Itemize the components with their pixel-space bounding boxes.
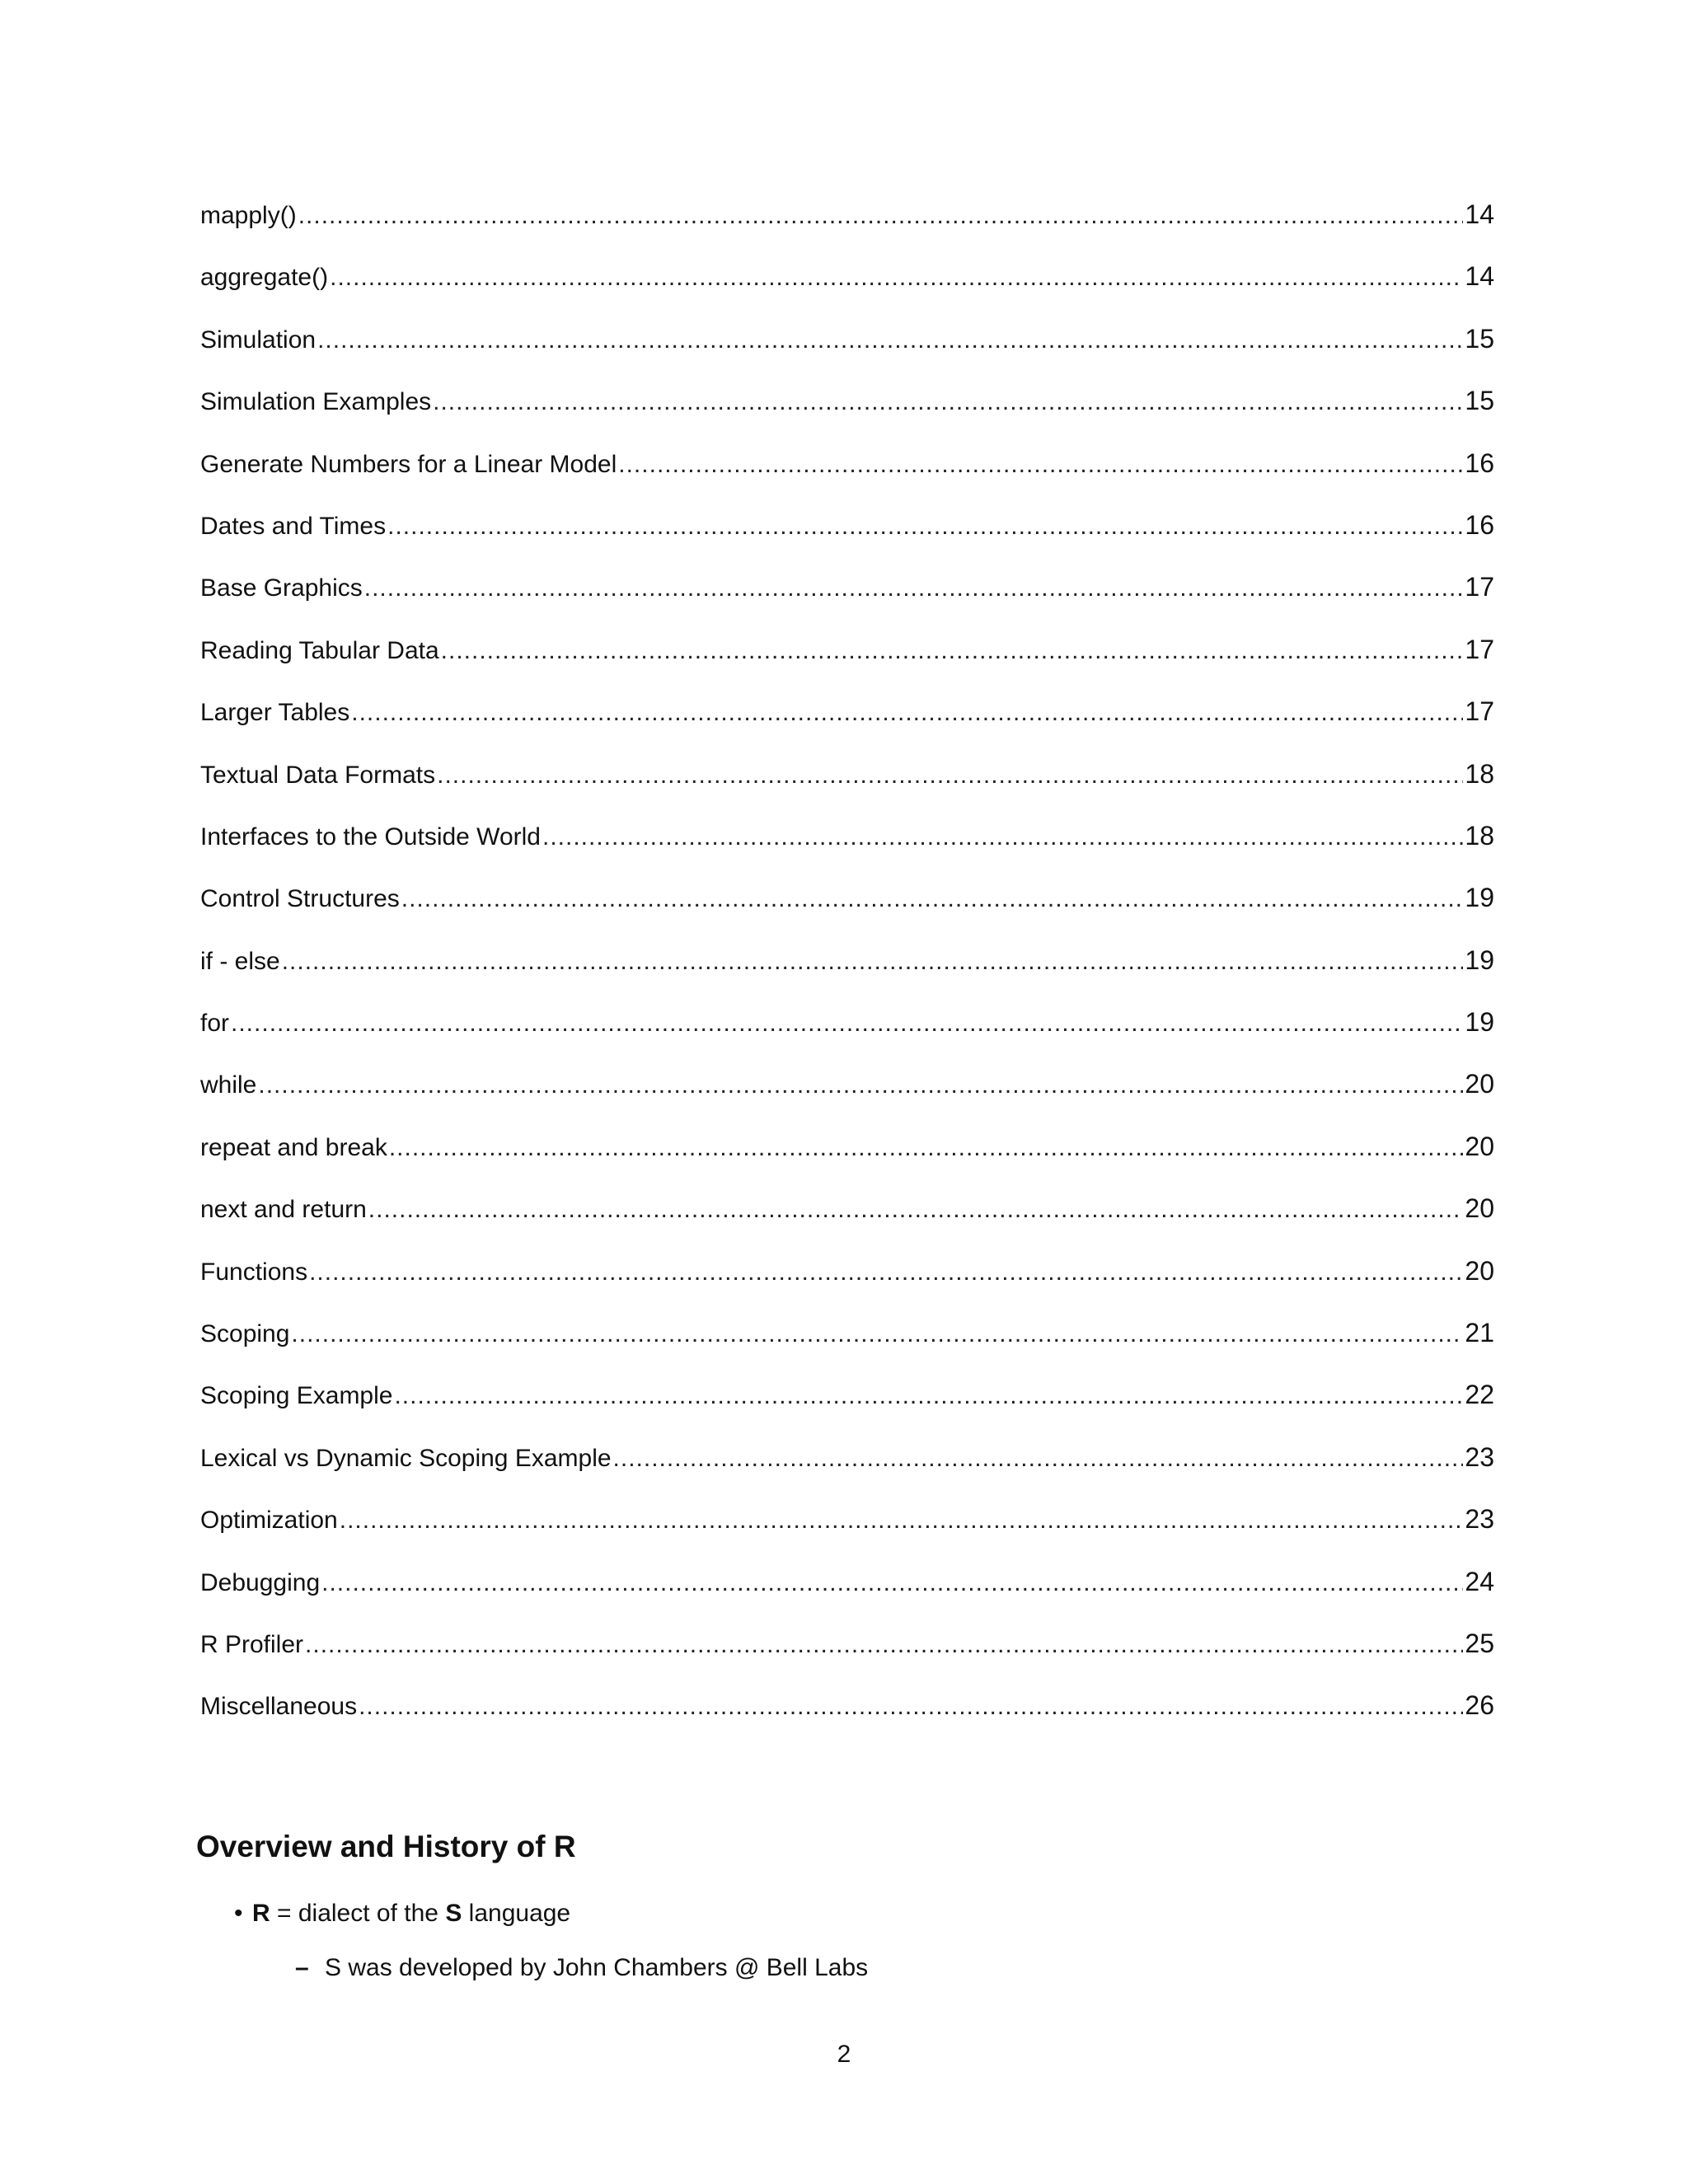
toc-entry[interactable]: [200, 1627, 1494, 1689]
toc-entry-title: for: [200, 1010, 230, 1038]
toc-entry[interactable]: [200, 1502, 1494, 1564]
toc-entry-title: Generate Numbers for a Linear Model: [200, 450, 617, 478]
table-of-contents: [200, 198, 1494, 1751]
toc-entry-page-number: 16: [1465, 509, 1494, 540]
toc-entry-title: Debugging: [200, 1568, 321, 1596]
toc-entry-title: Larger Tables: [200, 699, 350, 727]
toc-entry-page-number: 15: [1465, 323, 1494, 354]
toc-dot-leader: [394, 1380, 1463, 1413]
toc-entry[interactable]: [200, 322, 1494, 384]
toc-entry-page-number: 20: [1465, 1193, 1494, 1224]
toc-entry[interactable]: [200, 1689, 1494, 1750]
toc-entry[interactable]: [200, 1378, 1494, 1440]
toc-dot-leader: [389, 1132, 1464, 1165]
toc-dot-leader: [231, 1007, 1463, 1040]
toc-entry-title: Dates and Times: [200, 512, 387, 540]
toc-entry-page-number: 20: [1465, 1069, 1494, 1099]
toc-entry-title: Simulation: [200, 326, 316, 354]
toc-dot-leader: [291, 1318, 1463, 1351]
toc-entry[interactable]: [200, 633, 1494, 695]
toc-entry-title: mapply(): [200, 202, 297, 229]
dash-mark: –: [295, 1954, 309, 1981]
bullet-item: [234, 1897, 570, 1930]
sub-bullet-text: S was developed by John Chambers @ Bell Labs: [325, 1954, 869, 1981]
toc-dot-leader: [613, 1442, 1464, 1475]
toc-dot-leader: [282, 945, 1464, 978]
toc-entry-page-number: 20: [1465, 1131, 1494, 1161]
page-number: 2: [837, 2041, 851, 2068]
toc-entry-title: Functions: [200, 1258, 308, 1286]
toc-entry-title: Miscellaneous: [200, 1693, 358, 1721]
toc-entry[interactable]: [200, 447, 1494, 509]
bullet-text-middle: = dialect of the: [270, 1900, 446, 1927]
toc-entry-page-number: 22: [1465, 1380, 1494, 1410]
toc-entry-title: Control Structures: [200, 885, 400, 913]
toc-entry[interactable]: [200, 695, 1494, 757]
toc-dot-leader: [317, 324, 1463, 357]
toc-entry-page-number: 26: [1465, 1690, 1494, 1721]
toc-entry[interactable]: [200, 1130, 1494, 1192]
toc-entry[interactable]: [200, 1192, 1494, 1254]
toc-entry-title: repeat and break: [200, 1133, 387, 1161]
toc-entry-title: R Profiler: [200, 1630, 304, 1658]
toc-entry-title: if - else: [200, 947, 280, 975]
toc-entry-title: Base Graphics: [200, 574, 363, 602]
toc-entry[interactable]: [200, 260, 1494, 321]
toc-entry-title: aggregate(): [200, 264, 329, 292]
toc-entry-page-number: 19: [1465, 944, 1494, 975]
toc-entry[interactable]: [200, 881, 1494, 943]
toc-dot-leader: [359, 1690, 1463, 1723]
toc-dot-leader: [364, 572, 1464, 605]
toc-dot-leader: [351, 696, 1463, 729]
toc-entry-title: Optimization: [200, 1507, 338, 1535]
bullet-text-end: language: [462, 1900, 571, 1927]
toc-entry[interactable]: [200, 1254, 1494, 1316]
toc-entry[interactable]: [200, 1441, 1494, 1502]
toc-dot-leader: [437, 759, 1463, 792]
sub-bullet-item: [295, 1952, 868, 1985]
toc-entry[interactable]: [200, 944, 1494, 1005]
toc-entry-page-number: 19: [1465, 1007, 1494, 1038]
toc-dot-leader: [298, 199, 1464, 232]
toc-entry-page-number: 18: [1465, 758, 1494, 789]
toc-entry-page-number: 23: [1465, 1441, 1494, 1472]
toc-entry[interactable]: [200, 1067, 1494, 1129]
toc-dot-leader: [330, 261, 1463, 294]
toc-entry-title: Scoping: [200, 1320, 290, 1348]
toc-entry-page-number: 24: [1465, 1566, 1494, 1596]
toc-entry[interactable]: [200, 509, 1494, 570]
toc-entry[interactable]: [200, 1565, 1494, 1627]
toc-dot-leader: [441, 635, 1464, 668]
toc-entry-page-number: 14: [1465, 199, 1494, 229]
bullet-mark: •: [234, 1900, 243, 1927]
toc-entry[interactable]: [200, 1316, 1494, 1378]
toc-entry-page-number: 17: [1465, 696, 1494, 727]
toc-entry[interactable]: [200, 1005, 1494, 1067]
toc-dot-leader: [433, 386, 1463, 419]
toc-dot-leader: [387, 510, 1463, 543]
toc-entry-page-number: 18: [1465, 820, 1494, 851]
toc-dot-leader: [340, 1504, 1464, 1537]
toc-entry-page-number: 15: [1465, 386, 1494, 416]
toc-entry-title: while: [200, 1071, 257, 1099]
toc-dot-leader: [542, 821, 1463, 854]
toc-entry-page-number: 25: [1465, 1628, 1494, 1658]
toc-dot-leader: [368, 1193, 1464, 1226]
toc-entry[interactable]: [200, 198, 1494, 260]
toc-entry-title: next and return: [200, 1196, 367, 1224]
toc-entry-page-number: 14: [1465, 261, 1494, 292]
bold-term-s: S: [445, 1900, 462, 1927]
toc-entry-page-number: 20: [1465, 1255, 1494, 1286]
toc-entry-page-number: 16: [1465, 448, 1494, 478]
section-heading: Overview and History of R: [196, 1830, 576, 1863]
toc-entry-title: Simulation Examples: [200, 388, 432, 416]
toc-entry-page-number: 17: [1465, 634, 1494, 664]
toc-dot-leader: [321, 1567, 1463, 1600]
toc-entry-page-number: 17: [1465, 572, 1494, 602]
toc-entry[interactable]: [200, 570, 1494, 632]
toc-entry-page-number: 19: [1465, 883, 1494, 913]
toc-entry-page-number: 21: [1465, 1318, 1494, 1348]
toc-entry-title: Lexical vs Dynamic Scoping Example: [200, 1444, 612, 1472]
toc-entry-title: Reading Tabular Data: [200, 636, 439, 664]
toc-entry[interactable]: [200, 757, 1494, 819]
toc-dot-leader: [309, 1256, 1463, 1289]
toc-dot-leader: [401, 883, 1464, 916]
toc-entry-title: Textual Data Formats: [200, 761, 436, 789]
toc-entry[interactable]: [200, 819, 1494, 881]
toc-dot-leader: [258, 1069, 1463, 1102]
toc-entry-page-number: 23: [1465, 1504, 1494, 1535]
toc-entry[interactable]: [200, 384, 1494, 446]
toc-entry-title: Interfaces to the Outside World: [200, 823, 541, 851]
toc-dot-leader: [305, 1629, 1463, 1661]
toc-dot-leader: [618, 448, 1463, 481]
bold-term-r: R: [252, 1900, 270, 1927]
toc-entry-title: Scoping Example: [200, 1382, 393, 1410]
